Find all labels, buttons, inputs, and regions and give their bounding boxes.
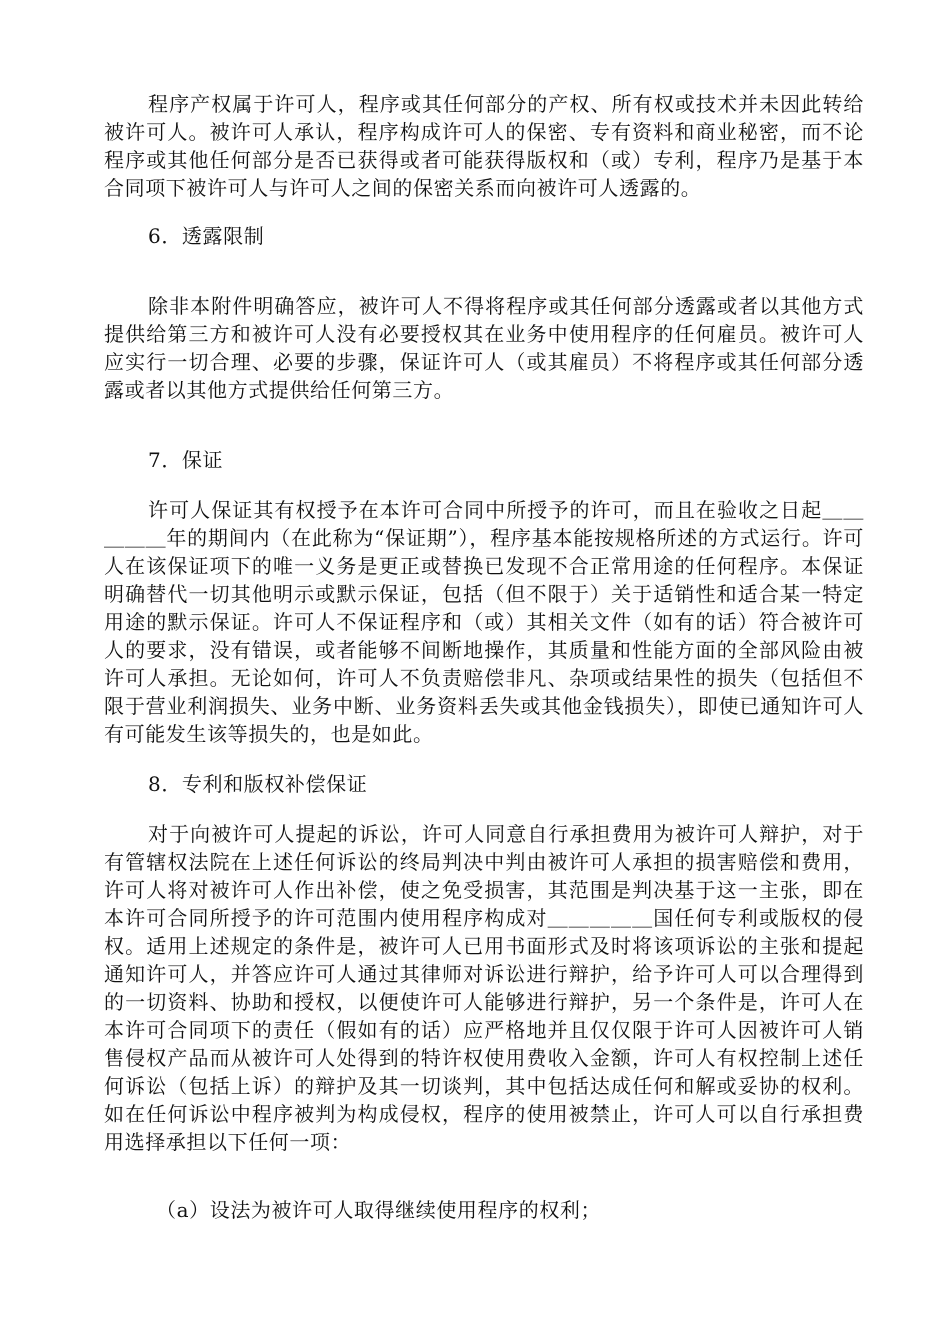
- section-heading-7: 7．保证: [148, 448, 224, 472]
- paragraph-program-ownership: 程序产权属于许可人，程序或其任何部分的产权、所有权或技术并未因此转给被许可人。被许可人承认，程序构成许可人的保密、专有资料和商业秘密，而不论程序或其他任何部分是否已获得或者可能获得版权和（或）专利，程序乃是基于本合同项下被许可人与许可人之间的保密关系而向被许可人透露的。: [104, 92, 864, 200]
- list-item-a: （a）设法为被许可人取得继续使用程序的权利；: [156, 1198, 602, 1222]
- paragraph-patent-copyright-indemnity: 对于向被许可人提起的诉讼，许可人同意自行承担费用为被许可人辩护，对于有管辖权法院在上述任何诉讼的终局判决中判由被许可人承担的损害赔偿和费用，许可人将对被许可人作出补偿，使之免受损害，其范围是判决基于这一主张，即在本许可合同所授予的许可范围内使用程序构成对＿＿＿＿＿国任何专利或版权的侵权。适用上述规定的条件是，被许可人已用书面形式及时将该项诉讼的主张和提起通知许可人，并答应许可人通过其律师对诉讼进行辩护，给予许可人可以合理得到的一切资料、协助和授权，以便使许可人能够进行辩护，另一个条件是，许可人在本许可合同项下的责任（假如有的话）应严格地并且仅仅限于许可人因被许可人销售侵权产品而从被许可人处得到的特许权使用费收入金额，许可人有权控制上述任何诉讼（包括上诉）的辩护及其一切谈判，其中包括达成任何和解或妥协的权利。如在任何诉讼中程序被判为构成侵权，程序的使用被禁止，许可人可以自行承担费用选择承担以下任何一项：: [104, 822, 864, 1154]
- section-heading-6: 6．透露限制: [148, 224, 265, 248]
- paragraph-disclosure-restriction: 除非本附件明确答应，被许可人不得将程序或其任何部分透露或者以其他方式提供给第三方和被许可人没有必要授权其在业务中使用程序的任何雇员。被许可人应实行一切合理、必要的步骤，保证许可人（或其雇员）不将程序或其任何部分透露或者以其他方式提供给任何第三方。: [104, 294, 864, 402]
- paragraph-warranty: 许可人保证其有权授予在本许可合同中所授予的许可，而且在验收之日起＿＿＿＿＿年的期间内（在此称为“保证期”），程序基本能按规格所述的方式运行。许可人在该保证项下的唯一义务是更正或替换已发现不合正常用途的任何程序。本保证明确替代一切其他明示或默示保证，包括（但不限于）关于适销性和适合某一特定用途的默示保证。许可人不保证程序和（或）其相关文件（如有的话）符合被许可人的要求，没有错误，或者能够不间断地操作，其质量和性能方面的全部风险由被许可人承担。无论如何，许可人不负责赔偿非凡、杂项或结果性的损失（包括但不限于营业利润损失、业务中断、业务资料丢失或其他金钱损失），即使已通知许可人有可能发生该等损失的，也是如此。: [104, 498, 864, 746]
- section-heading-8: 8．专利和版权补偿保证: [148, 772, 368, 796]
